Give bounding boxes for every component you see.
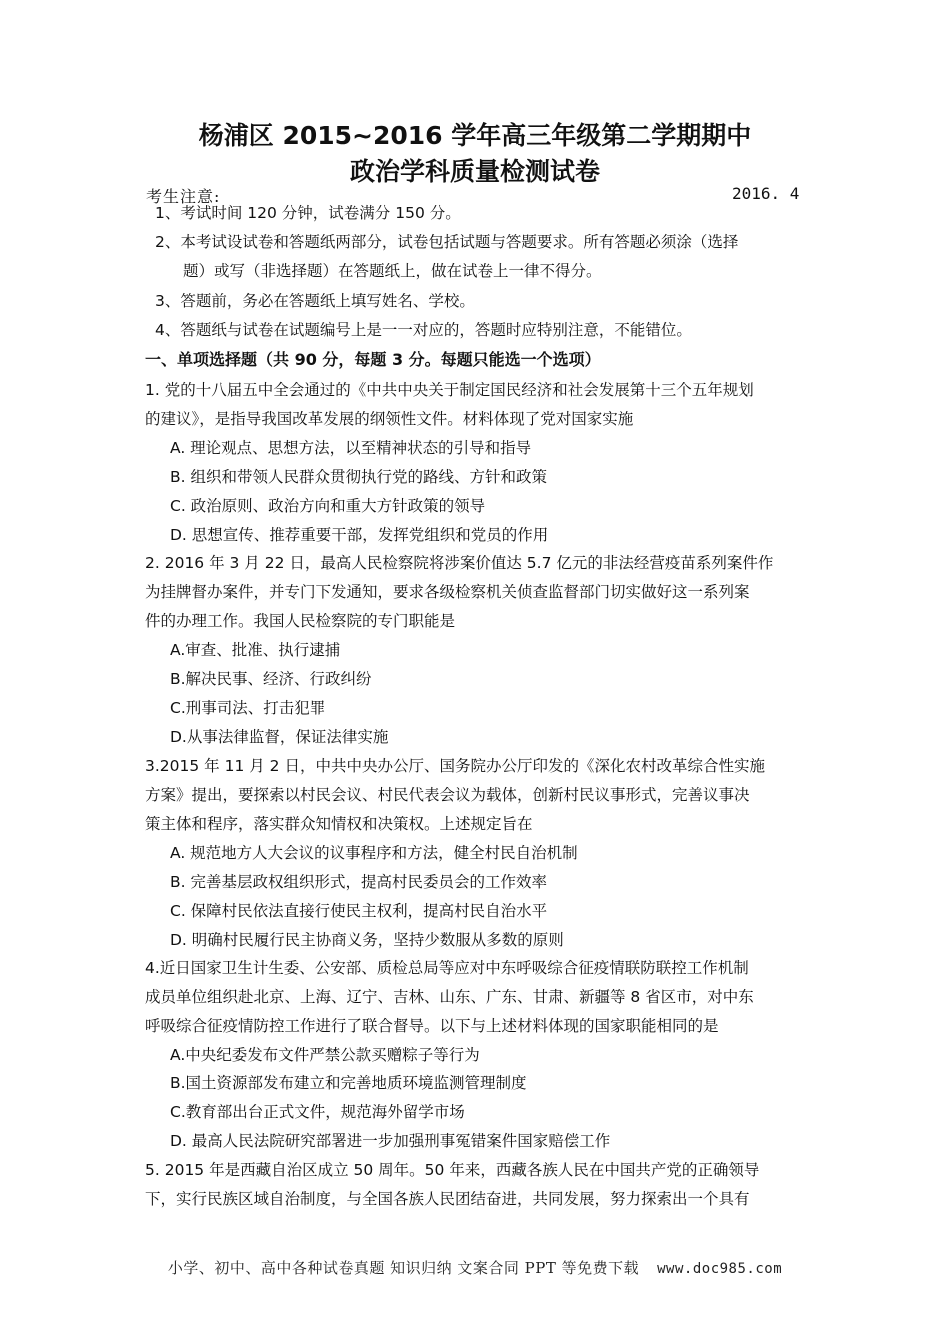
notice-item: 2、本考试设试卷和答题纸两部分，试卷包括试题与答题要求。所有答题必须涂（选择 [155, 233, 739, 251]
question-option: D. 明确村民履行民主协商义务，坚持少数服从多数的原则 [170, 931, 564, 949]
question-option: C. 保障村民依法直接行使民主权利，提高村民自治水平 [170, 902, 548, 920]
question-stem: 下，实行民族区域自治制度，与全国各族人民团结奋进，共同发展，努力探索出一个具有 [145, 1190, 750, 1208]
question-option: A.中央纪委发布文件严禁公款买赠粽子等行为 [170, 1046, 480, 1064]
question-stem: 2. 2016 年 3 月 22 日，最高人民检察院将涉案价值达 5.7 亿元的非法经营疫苗系列案件作 [145, 554, 774, 572]
notice-label: 考生注意: [146, 187, 221, 206]
notice-item: 3、答题前，务必在答题纸上填写姓名、学校。 [155, 292, 475, 310]
question-stem: 方案》提出，要探索以村民会议、村民代表会议为载体，创新村民议事形式，完善议事决 [145, 786, 750, 804]
question-stem: 的建议》，是指导我国改革发展的纲领性文件。材料体现了党对国家实施 [145, 410, 634, 428]
exam-title-line2: 政治学科质量检测试卷 [349, 157, 600, 186]
question-option: A.审查、批准、执行逮捕 [170, 641, 341, 659]
question-option: A. 规范地方人大会议的议事程序和方法，健全村民自治机制 [170, 844, 578, 862]
question-option: B. 完善基层政权组织形式，提高村民委员会的工作效率 [170, 873, 547, 891]
notice-item: 1、考试时间 120 分钟，试卷满分 150 分。 [155, 204, 461, 222]
section-title: 一、单项选择题（共 90 分，每题 3 分。每题只能选一个选项） [145, 350, 601, 369]
question-stem: 1. 党的十八届五中全会通过的《中共中央关于制定国民经济和社会发展第十三个五年规划 [145, 381, 754, 399]
question-option: C.教育部出台正式文件，规范海外留学市场 [170, 1103, 465, 1121]
question-stem: 件的办理工作。我国人民检察院的专门职能是 [145, 612, 456, 630]
question-option: C. 政治原则、政治方向和重大方针政策的领导 [170, 497, 486, 515]
question-option: D.从事法律监督，保证法律实施 [170, 728, 389, 746]
question-stem: 4.近日国家卫生计生委、公安部、质检总局等应对中东呼吸综合征疫情联防联控工作机制 [145, 959, 749, 977]
exam-title-line1: 杨浦区 2015~2016 学年高三年级第二学期期中 [198, 121, 752, 150]
page-footer [0, 1257, 950, 1278]
question-stem: 策主体和程序，落实群众知情权和决策权。上述规定旨在 [145, 815, 533, 833]
notice-item: 题）或写（非选择题）在答题纸上，做在试卷上一律不得分。 [183, 262, 602, 280]
footer-url[interactable]: www.doc985.com [657, 1261, 783, 1277]
notice-item: 4、答题纸与试卷在试题编号上是一一对应的，答题时应特别注意，不能错位。 [155, 321, 692, 339]
question-stem: 呼吸综合征疫情防控工作进行了联合督导。以下与上述材料体现的国家职能相同的是 [145, 1017, 719, 1035]
exam-date: 2016. 4 [732, 184, 800, 203]
question-stem: 成员单位组织赴北京、上海、辽宁、吉林、山东、广东、甘肃、新疆等 8 省区市，对中东 [145, 988, 754, 1006]
question-stem: 3.2015 年 11 月 2 日，中共中央办公厅、国务院办公厅印发的《深化农村改革综合性实施 [145, 757, 765, 775]
question-stem: 5. 2015 年是西藏自治区成立 50 周年。50 年来，西藏各族人民在中国共产党的正确领导 [145, 1161, 760, 1179]
question-option: C.刑事司法、打击犯罪 [170, 699, 326, 717]
question-option: D. 思想宣传、推荐重要干部，发挥党组织和党员的作用 [170, 526, 549, 544]
question-option: B. 组织和带领人民群众贯彻执行党的路线、方针和政策 [170, 468, 547, 486]
question-option: D. 最高人民法院研究部署进一步加强刑事冤错案件国家赔偿工作 [170, 1132, 611, 1150]
question-option: B.解决民事、经济、行政纠纷 [170, 670, 372, 688]
question-option: B.国土资源部发布建立和完善地质环境监测管理制度 [170, 1074, 527, 1092]
footer-text: 小学、初中、高中各种试卷真题 知识归纳 文案合同 PPT 等免费下载 [167, 1259, 640, 1277]
question-stem: 为挂牌督办案件，并专门下发通知，要求各级检察机关侦查监督部门切实做好这一系列案 [145, 583, 750, 601]
question-option: A. 理论观点、思想方法，以至精神状态的引导和指导 [170, 439, 532, 457]
